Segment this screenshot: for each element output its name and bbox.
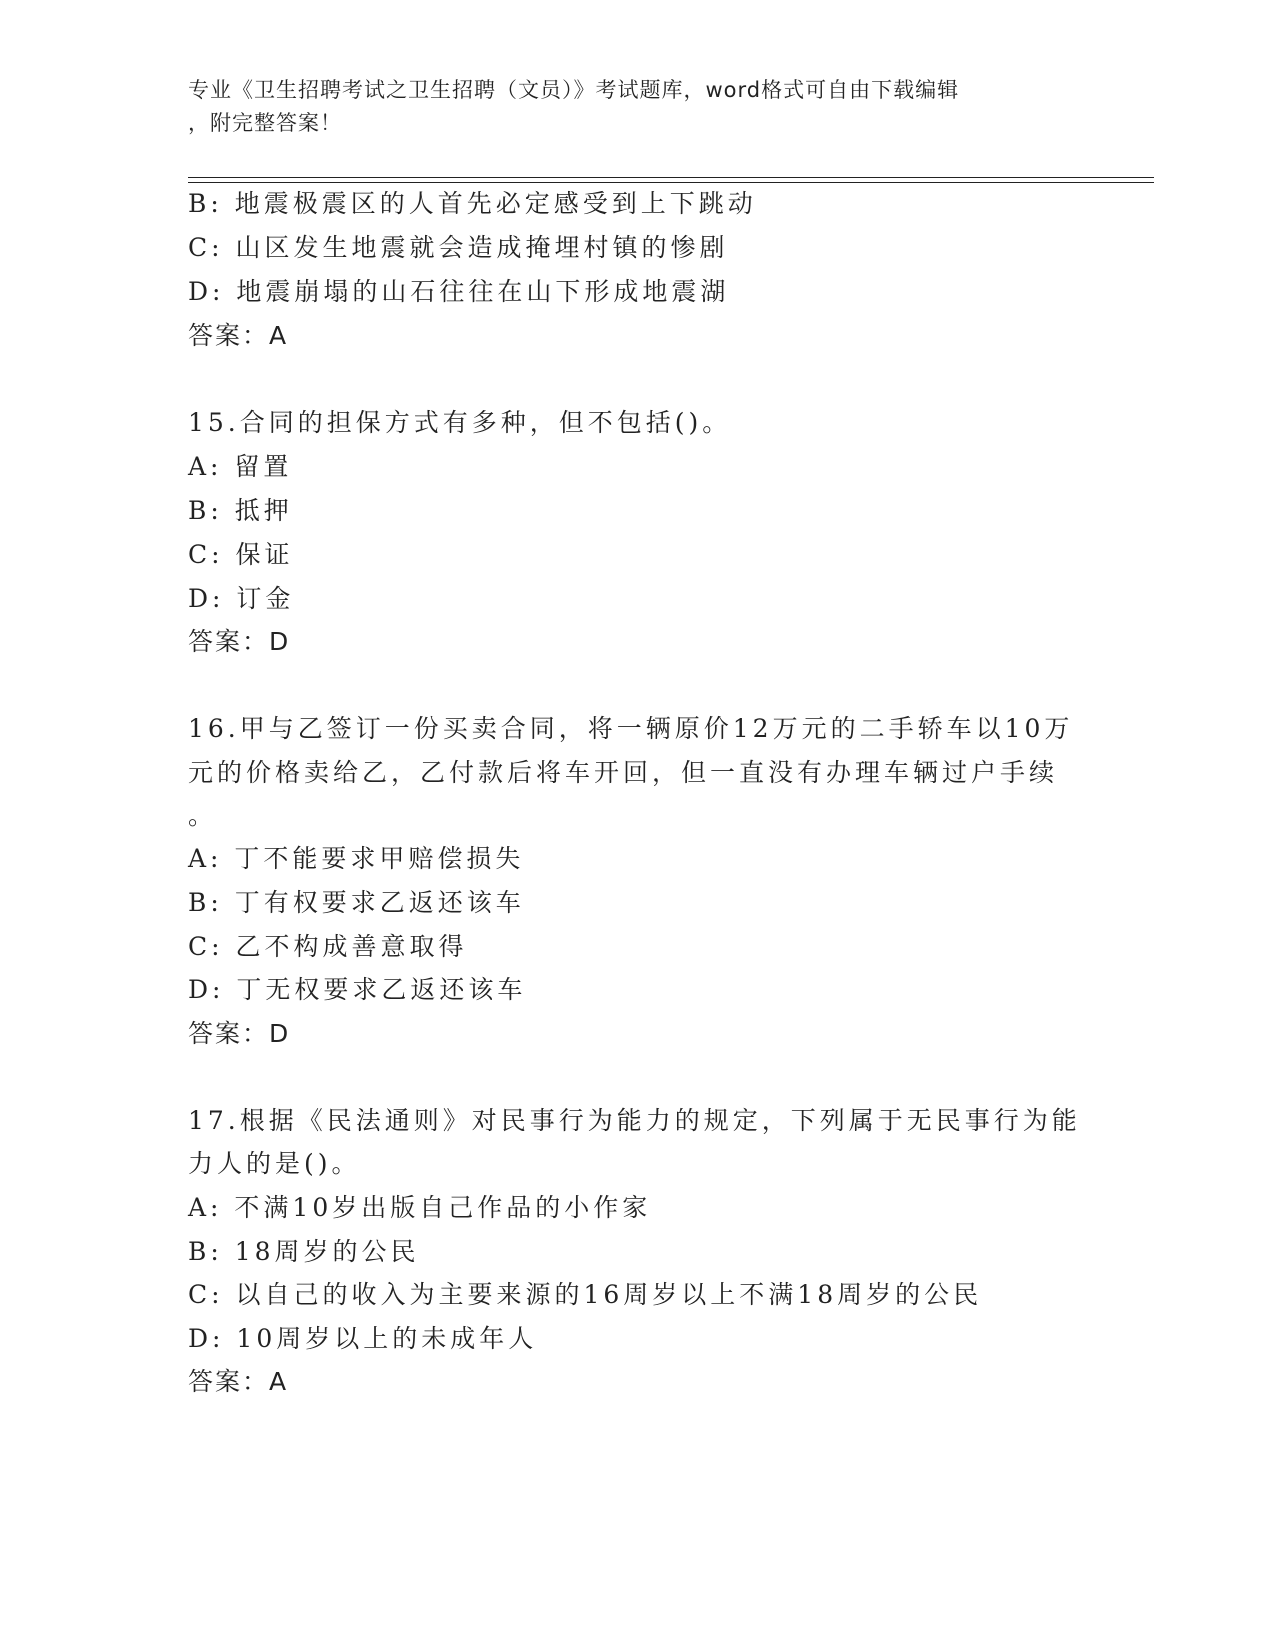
q15-option-d: D: 订金 xyxy=(188,584,295,613)
q16-stem-line-1: 16.甲与乙签订一份买卖合同，将一辆原价12万元的二手轿车以10万 xyxy=(188,714,1074,743)
q16-option-d: D: 丁无权要求乙返还该车 xyxy=(188,975,527,1004)
q17-stem-line-2: 力人的是()。 xyxy=(188,1149,361,1178)
q16-answer: 答案：D xyxy=(188,1019,291,1048)
q16-option-a: A: 丁不能要求甲赔偿损失 xyxy=(188,844,525,873)
document-header xyxy=(188,74,1088,140)
q15-stem: 15.合同的担保方式有多种，但不包括()。 xyxy=(188,408,732,437)
q16-option-c: C: 乙不构成善意取得 xyxy=(188,932,468,961)
q14-option-b: B: 地震极震区的人首先必定感受到上下跳动 xyxy=(188,189,757,218)
q15-option-b: B: 抵押 xyxy=(188,496,293,525)
q17-stem-line-1: 17.根据《民法通则》对民事行为能力的规定，下列属于无民事行为能 xyxy=(188,1106,1081,1135)
q16-stem-line-3: 。 xyxy=(188,801,218,830)
q17-option-a: A: 不满10岁出版自己作品的小作家 xyxy=(188,1193,652,1222)
q15-option-a: A: 留置 xyxy=(188,452,293,481)
q15-option-c: C: 保证 xyxy=(188,540,294,569)
q16-stem-line-2: 元的价格卖给乙，乙付款后将车开回，但一直没有办理车辆过户手续 xyxy=(188,758,1059,787)
header-line-2: ，附完整答案！ xyxy=(188,111,342,135)
q17-option-d: D: 10周岁以上的未成年人 xyxy=(188,1324,538,1353)
q14-option-d: D: 地震崩塌的山石往往在山下形成地震湖 xyxy=(188,277,730,306)
header-divider-top xyxy=(188,177,1154,178)
q17-option-c: C: 以自己的收入为主要来源的16周岁以上不满18周岁的公民 xyxy=(188,1280,983,1309)
q17-answer: 答案：A xyxy=(188,1367,289,1396)
header-divider-bottom xyxy=(188,182,1154,183)
q14-option-c: C: 山区发生地震就会造成掩埋村镇的惨剧 xyxy=(188,233,729,262)
q15-answer: 答案：D xyxy=(188,627,291,656)
q14-answer: 答案：A xyxy=(188,321,289,350)
q16-option-b: B: 丁有权要求乙返还该车 xyxy=(188,888,525,917)
header-line-1: 专业《卫生招聘考试之卫生招聘（文员）》考试题库，word格式可自由下载编辑 xyxy=(188,78,960,102)
q17-option-b: B: 18周岁的公民 xyxy=(188,1237,420,1266)
